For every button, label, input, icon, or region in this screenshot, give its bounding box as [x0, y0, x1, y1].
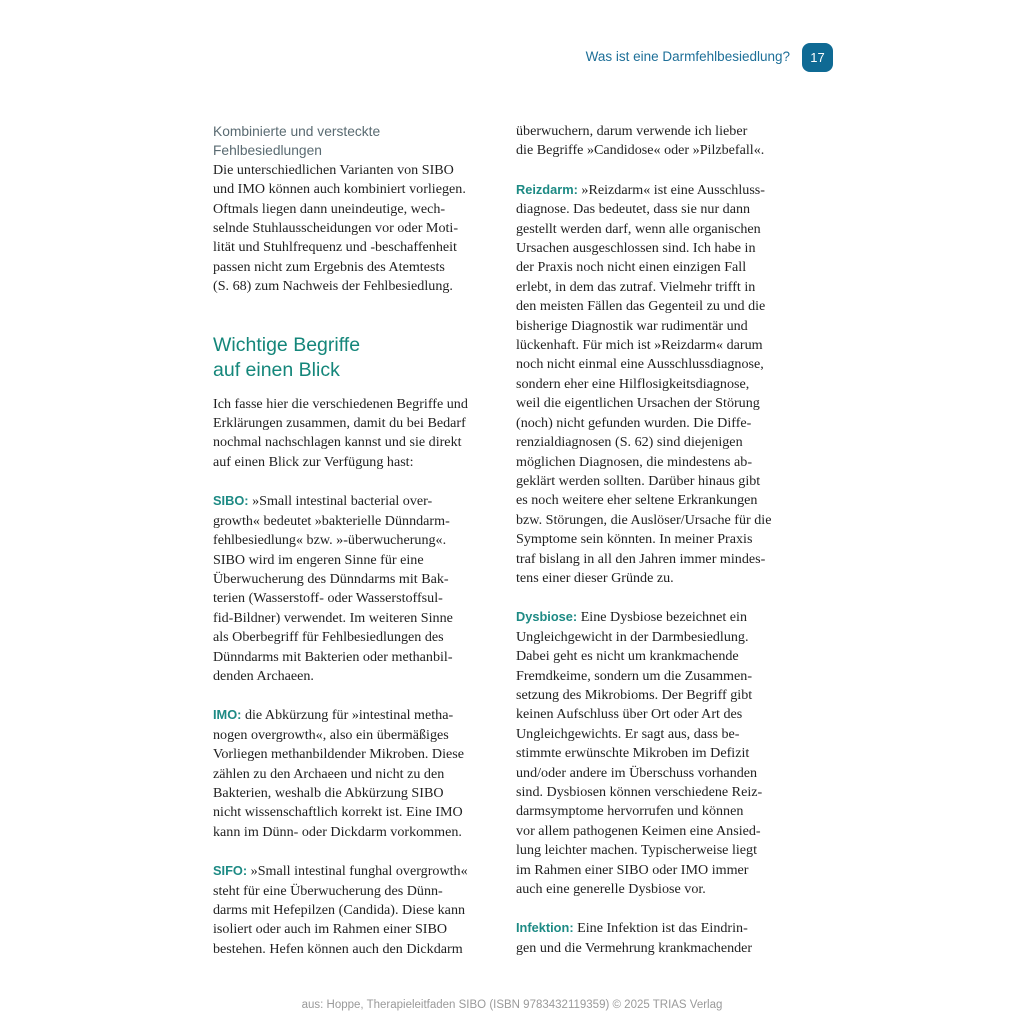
definition-text: Eine Infektion ist das Eindrin- [573, 920, 748, 937]
text-line: gen und die Vermehrung krankmachender [516, 939, 753, 956]
paragraph-continuation [516, 122, 796, 161]
term-label: SIFO: [213, 863, 248, 879]
text-line: renzialdiagnosen (S. 62) sind diejenigen [516, 434, 743, 451]
text-line: terien (Wasserstoff- oder Wasserstoffsul- [213, 590, 443, 607]
text-line [516, 180, 796, 200]
source-citation: aus: Hoppe, Therapieleitfaden SIBO (ISBN 9783432119359) © 2025 TRIAS Verlag [301, 999, 723, 1011]
definition-text: Eine Dysbiose bezeichnet ein [577, 609, 748, 626]
text-line: als Oberbegriff für Fehlbesiedlungen des [213, 629, 444, 646]
right-column [516, 122, 796, 958]
section-heading [213, 333, 488, 383]
text-line: im Rahmen einer SIBO oder IMO immer [516, 861, 749, 878]
text-line: growth« bedeutet »bakterielle Dünndarm- [213, 512, 450, 529]
left-column [213, 122, 488, 959]
text-line: es noch weitere eher seltene Erkrankungen [516, 492, 758, 509]
definition-reizdarm [516, 180, 796, 589]
definition-sibo [213, 491, 488, 686]
text-line [213, 491, 488, 511]
definition-sifo [213, 861, 488, 959]
term-label: IMO: [213, 707, 242, 723]
text-line: auf einen Blick zur Verfügung hast: [213, 453, 414, 470]
sub-heading-line: Fehlbesiedlungen [213, 143, 322, 159]
definition-text: »Reizdarm« ist eine Ausschluss- [577, 181, 765, 198]
text-line: noch nicht einmal eine Ausschlussdiagnose, [516, 356, 764, 373]
text-line: sondern eher eine Hilflosigkeitsdiagnose, [516, 375, 750, 392]
paragraph-intro [213, 395, 488, 473]
text-line: sind. Dysbiosen können verschiedene Reiz- [516, 784, 763, 800]
text-line: setzung des Mikrobioms. Der Begriff gibt [516, 686, 753, 703]
text-line: gestellt werden darf, wenn alle organischen [516, 220, 761, 237]
text-line: zählen zu den Archaeen und nicht zu den [213, 765, 445, 782]
text-line: keinen Aufschluss über Ort oder Art des [516, 706, 743, 723]
running-header-title: Was ist eine Darmfehlbesiedlung? [585, 49, 790, 64]
text-line: SIBO wird im engeren Sinne für eine [213, 551, 424, 568]
text-line: Ungleichgewicht in der Darmbesiedlung. [516, 628, 749, 645]
text-line [516, 918, 796, 938]
text-line: Fremdkeime, sondern um die Zusammen- [516, 667, 753, 684]
text-line: vor allem pathogenen Keimen eine Ansied- [516, 822, 761, 839]
text-line: denden Archaeen. [213, 667, 314, 684]
text-line: passen nicht zum Ergebnis des Atemtests [213, 258, 445, 275]
heading-line: Wichtige Begriffe [213, 333, 361, 356]
text-line: überwuchern, darum verwende ich lieber [516, 123, 748, 139]
text-line: diagnose. Das bedeutet, dass sie nur dann [516, 201, 751, 218]
text-line: Erklärungen zusammen, damit du bei Bedarf [213, 415, 466, 432]
text-line: tens einer dieser Gründe zu. [516, 569, 674, 586]
text-line [213, 861, 488, 881]
definition-text: »Small intestinal funghal overgrowth« [247, 863, 468, 880]
text-line: (noch) nicht gefunden wurden. Die Diffe- [516, 414, 752, 431]
heading-line: auf einen Blick [213, 358, 340, 381]
text-line: (S. 68) zum Nachweis der Fehlbesiedlung. [213, 278, 453, 295]
text-line: und/oder andere im Überschuss vorhanden [516, 764, 758, 781]
text-line: Oftmals liegen dann uneindeutige, wech- [213, 200, 446, 217]
text-line: isoliert oder auch im Rahmen einer SIBO [213, 921, 448, 938]
term-label: Infektion: [516, 920, 574, 936]
text-line: Überwucherung des Dünndarms mit Bak- [213, 570, 449, 587]
text-line: lität und Stuhlfrequenz und -beschaffenheit [213, 239, 457, 256]
text-line: und IMO können auch kombiniert vorliegen. [213, 181, 466, 198]
text-line: darmsymptome hervorrufen und können [516, 803, 744, 820]
definition-text: »Small intestinal bacterial over- [248, 493, 433, 510]
text-line: Bakterien, weshalb die Abkürzung SIBO [213, 784, 444, 801]
text-line [213, 705, 488, 725]
text-line: den meisten Fällen das Gegenteil zu und die [516, 298, 766, 315]
text-line: stimmte erwünschte Mikroben im Defizit [516, 745, 750, 762]
text-line: erlebt, in dem das zutraf. Vielmehr trifft in [516, 278, 756, 295]
definition-infektion [516, 918, 796, 958]
term-label: Dysbiose: [516, 609, 578, 625]
text-line: steht für eine Überwucherung des Dünn- [213, 882, 443, 899]
text-line: nicht wissenschaftlich korrekt ist. Eine IMO [213, 804, 463, 821]
text-line: Die unterschiedlichen Varianten von SIBO [213, 161, 454, 178]
text-line: Ich fasse hier die verschiedenen Begriffe und [213, 395, 468, 412]
text-line: fehlbesiedlung« bzw. »-überwucherung«. [213, 532, 447, 549]
text-line: Symptome sein könnten. In meiner Praxis [516, 531, 753, 548]
text-line: fid-Bildner) verwendet. Im weiteren Sinne [213, 609, 453, 626]
text-line: nogen overgrowth«, also ein übermäßiges [213, 726, 449, 743]
text-line: die Begriffe »Candidose« oder »Pilzbefall«. [516, 142, 765, 159]
paragraph-combined [213, 161, 488, 297]
text-line: bisherige Diagnostik war rudimentär und [516, 317, 748, 334]
text-line: bestehen. Hefen können auch den Dickdarm [213, 940, 463, 957]
text-line: traf bislang in all den Jahren immer mindes- [516, 550, 766, 567]
text-line: weil die eigentlichen Ursachen der Störung [516, 395, 760, 412]
text-line: Dabei geht es nicht um krankmachende [516, 648, 739, 665]
page-number-badge: 17 [802, 43, 833, 72]
text-line: Dünndarms mit Bakterien oder methanbil- [213, 648, 453, 665]
text-line: geklärt werden sollten. Darüber hinaus gibt [516, 472, 761, 489]
text-line [516, 607, 796, 627]
text-line: kann im Dünn- oder Dickdarm vorkommen. [213, 823, 462, 840]
text-line: Vorliegen methanbildender Mikroben. Diese [213, 746, 465, 763]
text-line: bzw. Störungen, die Auslöser/Ursache für die [516, 511, 772, 528]
text-line: nochmal nachschlagen kannst und sie direkt [213, 434, 462, 451]
text-line: lung leichter machen. Typischerweise liegt [516, 842, 758, 859]
text-line: selnde Stuhlausscheidungen vor oder Moti- [213, 220, 459, 237]
term-label: Reizdarm: [516, 181, 578, 197]
definition-text: die Abkürzung für »intestinal metha- [241, 707, 454, 724]
definition-dysbiose [516, 607, 796, 899]
definition-imo [213, 705, 488, 842]
text-line: Ursachen ausgeschlossen sind. Ich habe in [516, 240, 756, 257]
text-line: Ungleichgewichts. Er sagt aus, dass be- [516, 725, 740, 742]
text-line: darms mit Hefepilzen (Candida). Diese kann [213, 902, 466, 918]
text-line: möglichen Diagnosen, die mindestens ab- [516, 453, 753, 470]
text-line: lückenhaft. Für mich ist »Reizdarm« darum [516, 337, 763, 354]
sub-heading-line: Kombinierte und versteckte [213, 124, 381, 139]
term-label: SIBO: [213, 493, 249, 509]
text-line: auch eine generelle Dysbiose vor. [516, 881, 706, 898]
text-line: der Praxis noch nicht einen einzigen Fall [516, 259, 747, 276]
